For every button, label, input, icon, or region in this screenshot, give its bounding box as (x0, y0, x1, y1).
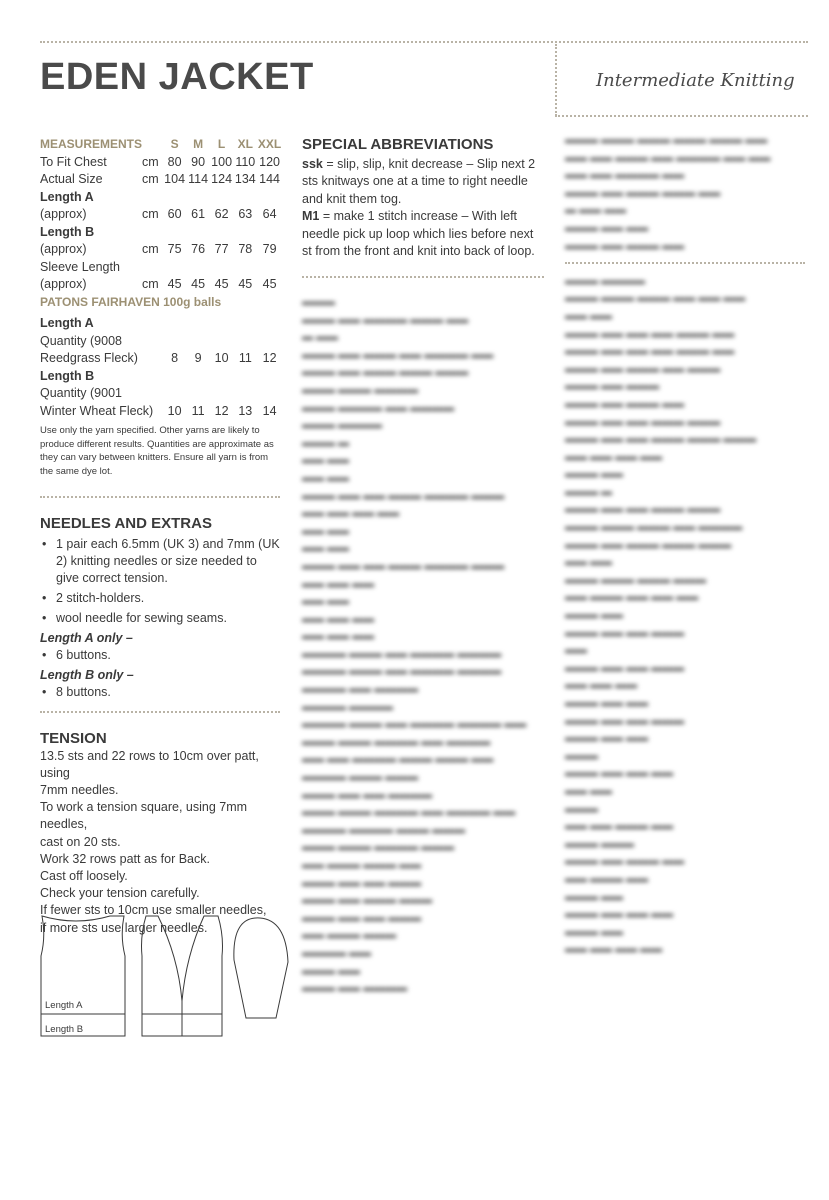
cell-value: 90 (191, 154, 206, 169)
cell-value: 110 (235, 154, 256, 169)
table-row (40, 385, 282, 403)
table-row (40, 224, 282, 242)
yarn-group-title: Length A (40, 316, 94, 330)
list-item: • 8 buttons. (40, 684, 282, 701)
row-unit: cm (142, 242, 159, 256)
size-label: XL (237, 137, 253, 151)
sleeve-outline (234, 918, 288, 1018)
tension-line: 7mm needles. (40, 782, 119, 797)
cell-value: 144 (259, 172, 280, 186)
table-row (40, 333, 282, 351)
length-a-list (40, 647, 282, 664)
section-divider (40, 711, 280, 713)
cell-value: 9 (194, 351, 202, 365)
table-row (40, 171, 282, 189)
measurements-header-row (40, 136, 282, 154)
row-label: Sleeve Length (40, 259, 120, 274)
yarn-group-line: Reedgrass Fleck) (40, 351, 138, 365)
size-label: M (193, 137, 204, 151)
needles-heading: NEEDLES AND EXTRAS (40, 515, 212, 532)
right-front-outline (182, 916, 223, 1036)
size-label: S (170, 137, 179, 151)
list-item: • wool needle for sewing seams. (40, 610, 282, 627)
yarn-heading: PATONS FAIRHAVEN 100g balls (40, 294, 222, 309)
cell-value: 100 (211, 154, 233, 169)
cell-value: 12 (262, 351, 277, 365)
tension-line: If fewer sts to 10cm use smaller needles, (40, 903, 267, 918)
cell-value: 134 (234, 172, 256, 186)
title-divider (555, 44, 557, 116)
measurements-table (40, 136, 282, 420)
row-unit: cm (142, 172, 159, 186)
cell-value: 120 (259, 154, 280, 169)
table-row (40, 154, 282, 172)
row-label-sub: (approx) (40, 207, 87, 221)
section-divider (302, 276, 544, 278)
length-b-subheading: Length B only – (40, 667, 134, 682)
cell-value: 63 (238, 207, 253, 221)
cell-value: 124 (211, 172, 233, 186)
size-label: L (217, 137, 226, 151)
garment-schematic (36, 906, 296, 1040)
page-title: EDEN JACKET (40, 56, 314, 98)
cell-value: 11 (191, 403, 205, 418)
cell-value: 45 (191, 277, 206, 291)
table-row (40, 259, 282, 277)
row-label: Length B (40, 224, 95, 239)
left-front-outline (142, 916, 183, 1036)
cell-value: 75 (167, 242, 182, 256)
cell-value: 45 (167, 277, 182, 291)
needles-section (40, 515, 282, 704)
left-column (40, 136, 282, 478)
length-b-list (40, 684, 282, 701)
tension-line: cast on 20 sts. (40, 834, 121, 849)
cell-value: 60 (167, 207, 182, 221)
cell-value: 62 (214, 207, 229, 221)
needles-list (40, 536, 282, 627)
blurred-pattern-text: ▬▬▬ ▬▬▬ ▬▬ ▬▬▬▬ ▬▬▬ ▬▬ ▬ ▬▬ ▬▬▬ ▬▬ ▬▬▬ ▬▬ ▬▬▬▬ ▬▬ ▬▬▬ ▬▬ ▬▬▬ ▬▬▬ ▬▬▬ ▬▬▬ ▬▬▬ ▬▬▬▬ ▬▬▬ ▬▬▬▬ ▬▬ ▬▬▬▬ ▬▬▬ ▬▬▬▬ ▬▬▬ ▬ ▬▬ ▬▬ ▬▬ ▬▬ ▬▬▬ ▬▬ ▬▬ ▬▬▬ ▬▬▬▬ ▬▬▬ ▬▬ ▬▬ ▬▬ ▬▬ ▬▬ ▬▬ ▬▬ ▬▬ ▬▬▬ ▬▬ ▬▬ ▬▬▬ ▬▬▬▬ ▬▬▬ ▬▬ ▬▬ ▬▬ ▬▬ ▬▬ ▬▬ ▬▬ ▬▬ ▬▬ ▬▬ ▬▬ ▬▬▬▬ ▬▬▬ ▬▬ ▬▬▬▬ ▬▬▬▬ ▬▬▬▬ ▬▬▬ ▬▬ ▬▬▬▬ ▬▬▬▬ ▬▬▬▬ ▬▬ ▬▬▬▬ ▬▬▬▬ ▬▬▬▬ ▬▬▬▬ ▬▬▬ ▬▬ ▬▬▬▬ ▬▬▬▬ ▬▬ ▬▬▬ ▬▬▬ ▬▬▬▬ ▬▬ ▬▬▬▬ ▬▬ ▬▬ ▬▬▬▬ ▬▬▬ ▬▬▬ ▬▬ ▬▬▬▬ ▬▬▬ ▬▬▬ ▬▬▬ ▬▬ ▬▬ ▬▬▬▬ ▬▬▬ ▬▬▬ ▬▬▬▬ ▬▬ ▬▬▬▬ ▬▬ ▬▬▬▬ ▬▬▬▬ ▬▬▬ ▬▬▬ ▬▬▬ ▬▬▬ ▬▬▬▬ ▬▬▬ ▬▬ ▬▬▬ ▬▬▬ ▬▬ ▬▬▬ ▬▬ ▬▬ ▬▬▬ ▬▬▬ ▬▬ ▬▬▬ ▬▬▬ ▬▬▬ ▬▬ ▬▬ ▬▬▬ ▬▬ ▬▬▬ ▬▬▬ ▬▬▬▬ ▬▬ ▬▬▬ ▬▬ ▬▬▬ ▬▬ ▬▬▬▬ (302, 296, 527, 995)
yarn-group-line: Quantity (9001 (40, 386, 122, 400)
length-b-label: Length B (45, 1024, 84, 1035)
tension-line: Work 32 rows patt as for Back. (40, 851, 210, 866)
abbreviation-definition: = slip, slip, knit decrease – Slip next 2 sts knitways one at a time to right needle and knit them tog. (302, 156, 536, 206)
abbreviation-term: M1 (302, 209, 320, 223)
cell-value: 11 (238, 351, 252, 365)
list-item: • 6 buttons. (40, 647, 282, 664)
tension-line: Check your tension carefully. (40, 886, 200, 901)
list-item: • 2 stitch-holders. (40, 590, 282, 607)
list-item: • 1 pair each 6.5mm (UK 3) and 7mm (UK 2) knitting needles or size needed to give correct tension. (40, 536, 282, 587)
table-row (40, 315, 282, 333)
title-underline (555, 115, 808, 117)
cell-value: 78 (238, 242, 253, 256)
cell-value: 61 (191, 207, 206, 221)
cell-value: 14 (262, 403, 277, 418)
cell-value: 77 (214, 242, 229, 256)
table-row (40, 368, 282, 386)
top-rule (40, 41, 808, 43)
table-row (40, 206, 282, 224)
measurements-heading: MEASUREMENTS (40, 137, 143, 151)
table-row (40, 350, 282, 368)
row-unit: cm (142, 154, 159, 169)
table-row (40, 403, 282, 421)
cell-value: 10 (214, 351, 229, 365)
length-a-label: Length A (45, 1000, 83, 1011)
abbreviation-item (302, 156, 546, 209)
cell-value: 80 (167, 154, 182, 169)
tension-line: if more sts use larger needles. (40, 920, 208, 935)
abbreviations-section (302, 136, 546, 261)
skill-level: Intermediate Knitting (596, 70, 795, 91)
cell-value: 114 (188, 172, 209, 186)
row-label: Length A (40, 189, 94, 204)
abbreviation-definition: = make 1 stitch increase – With left needle pick up loop which lies before next st from the front and knit into back of loop. (302, 209, 535, 258)
cell-value: 8 (171, 351, 179, 365)
cell-value: 45 (238, 277, 253, 291)
cell-value: 76 (191, 242, 206, 256)
abbreviation-term: ssk (302, 156, 323, 171)
tension-heading: TENSION (40, 730, 107, 747)
row-label: To Fit Chest (40, 154, 107, 169)
abbreviation-item (302, 208, 546, 261)
section-divider (40, 496, 280, 498)
cell-value: 12 (214, 403, 229, 418)
row-label-sub: (approx) (40, 242, 87, 256)
yarn-group-line: Winter Wheat Fleck) (40, 403, 154, 418)
cell-value: 64 (262, 207, 277, 221)
yarn-group-line: Quantity (9008 (40, 333, 122, 348)
yarn-group-title: Length B (40, 368, 95, 383)
size-label: XXL (257, 137, 282, 151)
cell-value: 10 (167, 403, 182, 418)
yarn-note: Use only the yarn specified. Other yarns are likely to produce different results. Quantities are approximate as they can vary between knitters. Ensure all yarn is from the same dye lot. (40, 425, 274, 477)
table-row (40, 189, 282, 207)
length-a-subheading: Length A only – (40, 630, 133, 645)
cell-value: 104 (164, 172, 186, 186)
tension-line: Cast off loosely. (40, 868, 128, 883)
yarn-header-row (40, 294, 282, 312)
row-label: Actual Size (40, 172, 103, 186)
tension-line: 13.5 sts and 22 rows to 10cm over patt, using (40, 748, 259, 780)
blurred-pattern-text: ▬▬▬ ▬▬▬ ▬▬▬ ▬▬▬ ▬▬▬ ▬▬ ▬▬ ▬▬ ▬▬▬ ▬▬ ▬▬▬▬ ▬▬ ▬▬ ▬▬ ▬▬ ▬▬▬▬ ▬▬ ▬▬▬ ▬▬ ▬▬▬ ▬▬▬ ▬▬ ▬ ▬▬ ▬▬ ▬▬▬ ▬▬ ▬▬ ▬▬▬ ▬▬ ▬▬▬ ▬▬ ▬▬▬ ▬▬▬▬ ▬▬▬ ▬▬▬ ▬▬▬ ▬▬ ▬▬ ▬▬ ▬▬ ▬▬ ▬▬▬ ▬▬ ▬▬ ▬▬ ▬▬▬ ▬▬ ▬▬▬ ▬▬ ▬▬ ▬▬ ▬▬▬ ▬▬ ▬▬▬ ▬▬ ▬▬▬ ▬▬ ▬▬▬ ▬▬▬ ▬▬ ▬▬▬ ▬▬▬ ▬▬ ▬▬▬ ▬▬ ▬▬▬ ▬▬ ▬▬ ▬▬▬ ▬▬▬ ▬▬▬ ▬▬ ▬▬ ▬▬▬ ▬▬▬ ▬▬▬ ▬▬ ▬▬ ▬▬ ▬▬ ▬▬▬ ▬▬ ▬▬▬ ▬ ▬▬▬ ▬▬ ▬▬ ▬▬▬ ▬▬▬ ▬▬▬ ▬▬▬ ▬▬▬ ▬▬ ▬▬▬▬ ▬▬▬ ▬▬ ▬▬▬ ▬▬▬ ▬▬▬ ▬▬ ▬▬ ▬▬▬ ▬▬▬ ▬▬▬ ▬▬▬ ▬▬ ▬▬▬ ▬▬ ▬▬ ▬▬ ▬▬▬ ▬▬ ▬▬▬ ▬▬ ▬▬ ▬▬▬ ▬▬ ▬▬▬ ▬▬ ▬▬ ▬▬▬ ▬▬ ▬▬ ▬▬ ▬▬▬ ▬▬ ▬▬ ▬▬▬ ▬▬ ▬▬ ▬▬▬ ▬▬▬ ▬▬ ▬▬ ▬▬▬ ▬▬▬ ▬▬ ▬▬ ▬▬ ▬▬ ▬▬ ▬▬▬ ▬▬ ▬▬ ▬▬▬ ▬▬ ▬▬▬ ▬▬▬ ▬▬▬ ▬▬ ▬▬▬ ▬▬ ▬▬ ▬▬▬ ▬▬ ▬▬▬ ▬▬ ▬▬▬ ▬▬ ▬▬ ▬▬ ▬▬▬ ▬▬ ▬▬ ▬▬ ▬▬ ▬▬ (565, 134, 771, 956)
cell-value: 45 (262, 277, 277, 291)
abbreviations-heading: SPECIAL ABBREVIATIONS (302, 136, 494, 153)
row-label-sub: (approx) (40, 277, 87, 291)
cell-value: 45 (214, 277, 229, 291)
cell-value: 13 (238, 403, 253, 418)
table-row (40, 276, 282, 294)
table-row (40, 241, 282, 259)
cell-value: 79 (262, 242, 277, 256)
row-unit: cm (142, 207, 159, 221)
back-piece-outline (41, 916, 125, 1036)
tension-line: To work a tension square, using 7mm needles, (40, 800, 248, 832)
section-divider (565, 262, 805, 264)
row-unit: cm (142, 277, 159, 291)
